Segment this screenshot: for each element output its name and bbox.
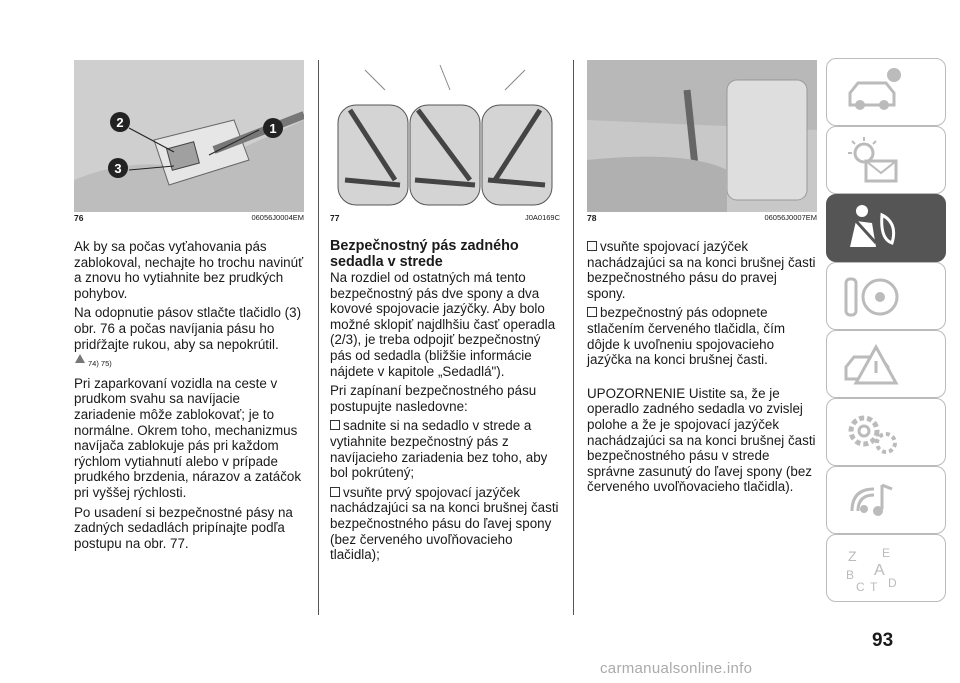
index-icon (842, 543, 902, 593)
svg-text:T: T (870, 580, 878, 593)
warning-reference: 74) 75) (88, 356, 304, 372)
figure-caption (330, 213, 560, 223)
tab-warning-lights[interactable] (826, 126, 946, 194)
column-1 (74, 60, 304, 555)
paragraph: Na rozdiel od ostatných má tento bezpečnostný pás dve spony a dva kovové spojovacie jazýčky. Aby bolo možné sklopiť najdlhšiu časť operadla (2/3), je treba odpojiť bezpečnostný pás od sedadla (bližšie informácie nájdete v kapitole „Sedadlá"). (330, 270, 556, 379)
figure-number: 76 (74, 213, 84, 223)
svg-text:E: E (882, 546, 891, 560)
figure-caption (74, 213, 304, 223)
tab-safety[interactable] (826, 194, 946, 262)
bullet-item: bezpečnostný pás odopnete stlačením červeného tlačidla, čím dôjde k uvoľneniu spojovacieho jazýčka na konci brušnej časti. (587, 305, 817, 367)
figure-code: 06056J0007EM (764, 213, 817, 222)
warning-lights-icon (842, 135, 902, 185)
paragraph: Pri zapínaní bezpečnostného pásu postupujte nasledovne: (330, 383, 537, 414)
page-number: 93 (872, 630, 894, 651)
multimedia-icon (842, 475, 902, 525)
figure-number: 78 (587, 213, 597, 223)
rear-seats-illustration (330, 60, 560, 212)
emergency-icon (842, 339, 902, 389)
tab-multimedia[interactable] (826, 466, 946, 534)
column-1-text (74, 239, 304, 551)
figure-code: J0A0169C (524, 213, 560, 222)
driving-icon (842, 271, 902, 321)
column-3 (587, 60, 817, 499)
watermark: carmanualsonline.info (600, 660, 753, 677)
paragraph: Po usadení si bezpečnostné pásy na zadných sedadlách pripínajte podľa postupu na obr. 77. (74, 504, 293, 551)
column-2 (330, 60, 560, 567)
svg-text:A: A (874, 562, 885, 579)
tab-car-info[interactable] (826, 58, 946, 126)
bullet-item: sadnite si na sedadlo v strede a vytiahnite bezpečnostný pás z navíjacieho zariadenia bez toho, aby bol pokrútený; (330, 418, 560, 480)
seatbelt-buckle-illustration (74, 60, 304, 212)
section-heading: Bezpečnostný pás zadného sedadla v strede (330, 238, 519, 270)
center-buckle-illustration (587, 60, 817, 212)
figure-77 (330, 60, 560, 212)
bullet-item: vsuňte prvý spojovací jazýček nachádzajúci sa na konci brušnej časti bezpečnostného pásu do ľavej spony (bez červeného uvoľňovacieho tlačidla); (330, 484, 559, 563)
column-3-text (587, 239, 817, 495)
column-2-text (330, 270, 560, 563)
car-info-icon (842, 67, 902, 117)
tab-driving[interactable] (826, 262, 946, 330)
tab-maintenance[interactable] (826, 398, 946, 466)
tab-index[interactable] (826, 534, 946, 602)
paragraph: Na odopnutie pásov stlačte tlačidlo (3) obr. 76 a počas navíjania pásu ho pridŕžajte rukou, aby sa nepokrútil. (74, 305, 302, 352)
figure-caption (587, 213, 817, 223)
svg-text:B: B (846, 568, 855, 582)
svg-text:C: C (856, 580, 865, 593)
callout-2: 2 (116, 115, 124, 130)
warning-paragraph: UPOZORNENIE Uistite sa, že je operadlo zadného sedadla vo zvislej polohe a že je spojovací jazýček nachádzajúci sa na konci brušnej časti bezpečnostného pásu v strede správne zasunutý do ľavej spony (bez červeného uvoľňovacieho tlačidla). (587, 385, 816, 495)
column-divider (318, 60, 319, 615)
safety-icon (842, 203, 902, 253)
column-divider (573, 60, 574, 615)
svg-text:D: D (888, 576, 897, 590)
figure-76 (74, 60, 304, 212)
maintenance-icon (842, 407, 902, 457)
paragraph: Ak by sa počas vyťahovania pás zablokoval, nechajte ho trochu navinúť a znovu ho vytiahnite bez prudkých pohybov. (74, 239, 304, 301)
figure-number: 77 (330, 213, 340, 223)
figure-78 (587, 60, 817, 212)
paragraph: Pri zaparkovaní vozidla na ceste v prudkom svahu sa navíjacie zariadenie môže zablokovať; je to normálne. Okrem toho, mechanizmus navíjača zablokuje pás pri každom rýchlom vytiahnutí alebo v prípade prudkého brzdenia, nárazov a zatáčok pri vyššej rýchlosti. (74, 375, 302, 500)
svg-text:Z: Z (848, 548, 857, 564)
figure-code: 06056J0004EM (251, 213, 304, 222)
callout-3: 3 (114, 161, 122, 176)
bullet-item: vsuňte spojovací jazýček nachádzajúci sa na konci brušnej časti bezpečnostného pásu do pravej spony. (587, 239, 816, 301)
tab-emergency[interactable] (826, 330, 946, 398)
callout-1: 1 (269, 121, 277, 136)
